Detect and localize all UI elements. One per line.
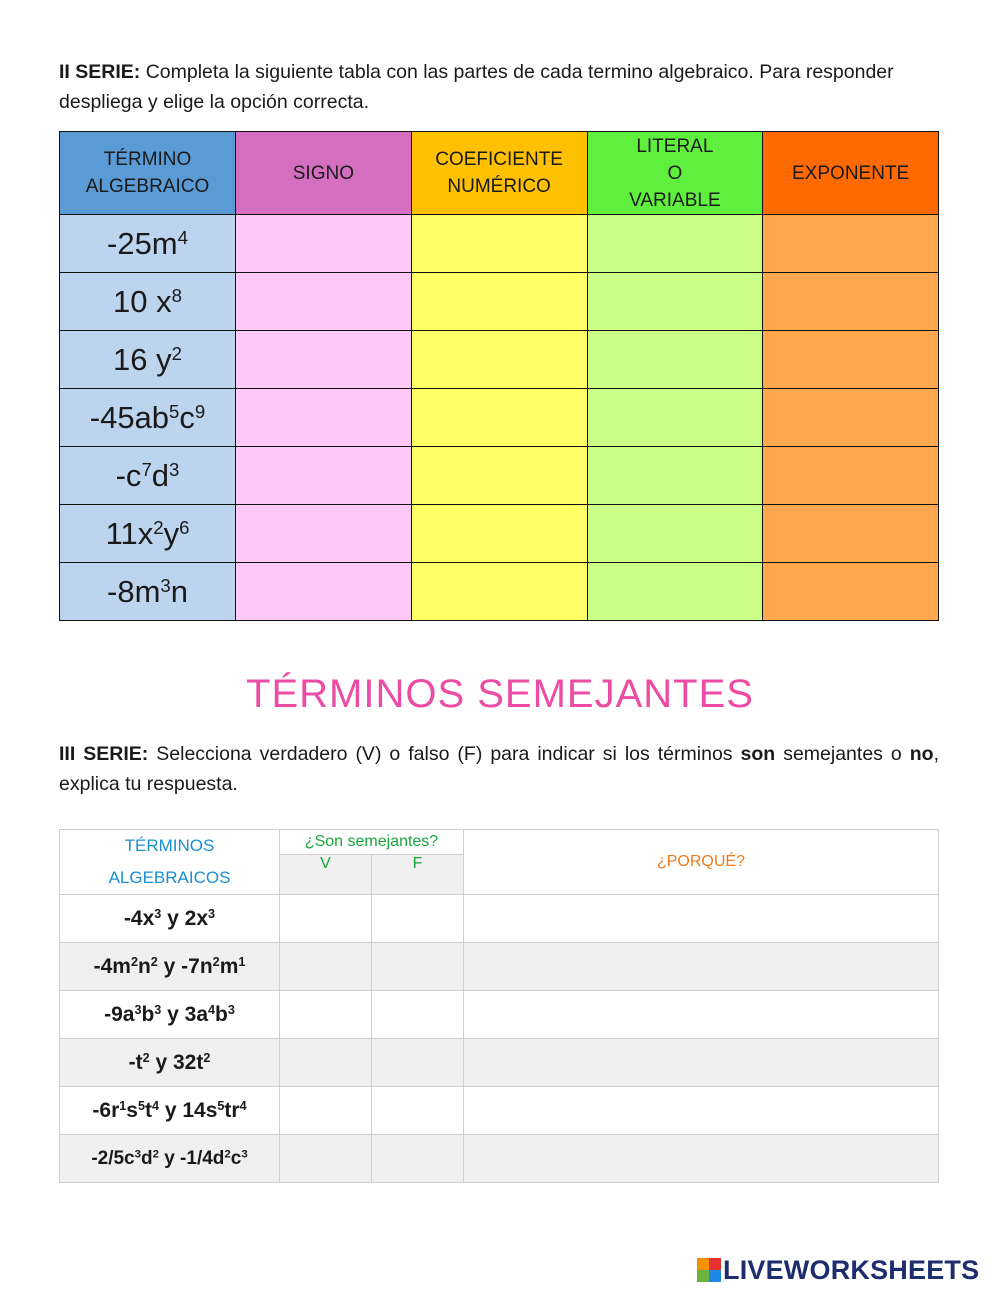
f-answer-cell[interactable] [372,1039,464,1087]
f-answer-cell[interactable] [372,943,464,991]
term-pair [60,1039,280,1087]
exponent-text: 9 [194,400,206,422]
exponent-text: 2 [152,1148,159,1161]
coeficiente-answer-cell[interactable] [411,505,587,563]
header-v: V [280,854,372,894]
logo-square-v [697,1270,709,1282]
f-answer-cell[interactable] [372,991,464,1039]
exponent-text: 3 [154,906,162,921]
table1-header-row [60,132,939,215]
exponent-text: 2 [203,1050,211,1065]
algebraic-terms-table [59,131,939,621]
exponent-text: 2 [224,1148,231,1161]
table2-row [60,1039,939,1087]
term-text: -2/5c [91,1147,135,1169]
table2-row [60,1135,939,1183]
exponent-text: 3 [160,574,171,596]
exponent-text: 7 [141,458,152,480]
exponent-text: 5 [137,1098,145,1113]
exponent-text: 4 [208,1002,216,1017]
v-answer-cell[interactable] [280,1135,372,1183]
exponente-answer-cell[interactable] [763,447,939,505]
algebraic-term [60,273,236,331]
header-signo [236,132,412,215]
literal-answer-cell[interactable] [587,447,763,505]
table1-row [60,447,939,505]
term-text: -6r [92,1098,120,1122]
v-answer-cell[interactable] [280,1039,372,1087]
term-text: -4x [123,906,155,930]
term-text: b [141,1002,155,1026]
serie3-bold-son: son [740,743,776,765]
header-terminos-lines [60,830,279,894]
term-text: m [219,954,239,978]
header-line: ALGEBRAICO [85,176,210,197]
exponent-text: 2 [150,954,158,969]
algebraic-term [60,389,236,447]
term-text: c [230,1147,242,1169]
header-terminos-algebraicos [60,830,280,895]
liveworksheets-logo-text: LIVEWORKSHEETS [723,1254,980,1285]
serie3-label: III SERIE: [59,743,149,765]
term-text: y 2x [161,906,209,930]
table1-row [60,273,939,331]
signo-answer-cell[interactable] [236,505,412,563]
logo-square-l [697,1258,709,1270]
exponent-text: 4 [177,226,188,248]
porque-answer-cell[interactable] [464,991,939,1039]
exponent-text: 2 [130,954,138,969]
exponente-answer-cell[interactable] [763,389,939,447]
term-text: tr [224,1098,240,1122]
term-text: -8m [107,573,161,609]
exponent-text: 3 [134,1148,141,1161]
v-answer-cell[interactable] [280,991,372,1039]
term-pair [60,1087,280,1135]
algebraic-term [60,331,236,389]
term-text: n [170,573,188,609]
literal-answer-cell[interactable] [587,273,763,331]
exponente-answer-cell[interactable] [763,563,939,621]
header-line: NUMÉRICO [447,176,551,197]
term-text: b [215,1002,228,1026]
table2-row [60,943,939,991]
signo-answer-cell[interactable] [236,389,412,447]
liveworksheets-logo-icon [697,1258,721,1282]
term-pair [60,1135,280,1183]
terminos-semejantes-title: TÉRMINOS SEMEJANTES [246,672,754,716]
similar-terms-table [59,829,939,1183]
term-text: 10 x [113,283,172,319]
header-line: ALGEBRAICOS [108,868,231,887]
term-text: d [151,457,170,493]
serie2-instructions [59,57,939,117]
table1-row [60,331,939,389]
header-exponente-lines [763,160,938,187]
serie3-text-b: semejantes o [775,743,910,765]
term-text: -45ab [89,399,170,435]
term-text: y 32t [149,1050,204,1074]
v-answer-cell[interactable] [280,943,372,991]
header-son-semejantes: ¿Son semejantes? [280,830,464,855]
header-line: SIGNO [292,162,354,184]
literal-answer-cell[interactable] [587,563,763,621]
header-coeficiente [411,132,587,215]
header-literal [587,132,763,215]
exponent-text: 3 [227,1002,235,1017]
header-line: O [667,162,683,184]
signo-answer-cell[interactable] [236,563,412,621]
v-answer-cell[interactable] [280,1087,372,1135]
exponent-text: 6 [179,516,190,538]
header-literal-lines [588,133,763,214]
exponent-text: 5 [169,400,180,422]
porque-answer-cell[interactable] [464,1039,939,1087]
term-text: s [126,1098,138,1122]
v-answer-cell[interactable] [280,895,372,943]
logo-square-i [709,1258,721,1270]
coeficiente-answer-cell[interactable] [411,447,587,505]
term-text: t [144,1098,152,1122]
exponent-text: 1 [238,954,246,969]
exponent-text: 4 [239,1098,247,1113]
porque-answer-cell[interactable] [464,1087,939,1135]
signo-answer-cell[interactable] [236,331,412,389]
f-answer-cell[interactable] [372,895,464,943]
serie2-text: Completa la siguiente tabla con las partes de cada termino algebraico. Para responder despliega y elige la opción correcta. [59,61,894,113]
literal-answer-cell[interactable] [587,389,763,447]
header-coeficiente-lines [412,146,587,200]
term-text: c [179,399,195,435]
table1-row [60,563,939,621]
table2-row [60,991,939,1039]
exponent-text: 2 [153,516,164,538]
term-text: y 14s [159,1098,218,1122]
term-pair [60,895,280,943]
table2-header-row-1 [60,830,939,855]
term-text: -4m [93,954,131,978]
header-line: LITERAL [636,135,714,157]
signo-answer-cell[interactable] [236,215,412,273]
term-text: n [137,954,151,978]
term-text: 16 y [113,341,172,377]
exponent-text: 3 [208,906,216,921]
exponent-text: 2 [142,1050,150,1065]
header-exponente [763,132,939,215]
exponent-text: 2 [212,954,220,969]
exponent-text: 3 [154,1002,162,1017]
serie3-text-c: , explica tu respuesta. [59,743,939,795]
exponent-text: 3 [169,458,180,480]
exponent-text: 5 [217,1098,225,1113]
term-text: -25m [107,225,178,261]
coeficiente-answer-cell[interactable] [411,563,587,621]
header-f: F [372,854,464,894]
serie3-text-a: Selecciona verdadero (V) o falso (F) para indicar si los términos [148,743,741,765]
exponent-text: 2 [171,342,182,364]
algebraic-term [60,447,236,505]
coeficiente-answer-cell[interactable] [411,331,587,389]
f-answer-cell[interactable] [372,1087,464,1135]
coeficiente-answer-cell[interactable] [411,273,587,331]
literal-answer-cell[interactable] [587,331,763,389]
serie2-label: II SERIE: [59,61,141,83]
exponent-text: 1 [119,1098,127,1113]
algebraic-term [60,215,236,273]
term-text: 11x [105,515,154,551]
header-line: TÉRMINO [103,149,192,170]
header-porque: ¿PORQUÉ? [464,830,939,895]
coeficiente-answer-cell[interactable] [411,389,587,447]
header-line: VARIABLE [629,189,721,211]
table1-row [60,505,939,563]
header-termino-lines [60,146,235,200]
exponente-answer-cell[interactable] [763,505,939,563]
serie3-bold-no: no [909,743,934,765]
coeficiente-answer-cell[interactable] [411,215,587,273]
exponent-text: 3 [241,1148,248,1161]
exponente-answer-cell[interactable] [763,273,939,331]
literal-answer-cell[interactable] [587,215,763,273]
term-text: -c [115,457,142,493]
f-answer-cell[interactable] [372,1135,464,1183]
term-pair [60,943,280,991]
header-line: COEFICIENTE [435,149,563,170]
serie3-instructions [59,739,939,799]
signo-answer-cell[interactable] [236,447,412,505]
table2-row [60,1087,939,1135]
algebraic-term [60,505,236,563]
table2-row [60,895,939,943]
literal-answer-cell[interactable] [587,505,763,563]
term-text: y 3a [161,1002,209,1026]
term-text: y -7n [157,954,213,978]
exponent-text: 8 [171,284,182,306]
exponent-text: 3 [134,1002,142,1017]
exponent-text: 4 [151,1098,159,1113]
exponente-answer-cell[interactable] [763,331,939,389]
table1-row [60,215,939,273]
term-text: y [163,515,180,551]
term-pair [60,991,280,1039]
porque-answer-cell[interactable] [464,1135,939,1183]
table1-row [60,389,939,447]
header-line: TÉRMINOS [124,836,215,855]
exponente-answer-cell[interactable] [763,215,939,273]
porque-answer-cell[interactable] [464,895,939,943]
porque-answer-cell[interactable] [464,943,939,991]
liveworksheets-logo [697,1254,979,1286]
header-termino [60,132,236,215]
header-signo-lines [236,160,411,187]
term-text: y -1/4d [158,1147,225,1169]
term-text: -t [128,1050,143,1074]
term-text: -9a [104,1002,135,1026]
signo-answer-cell[interactable] [236,273,412,331]
header-line: EXPONENTE [792,162,910,184]
algebraic-term [60,563,236,621]
logo-square-e [709,1270,721,1282]
term-text: d [140,1147,153,1169]
